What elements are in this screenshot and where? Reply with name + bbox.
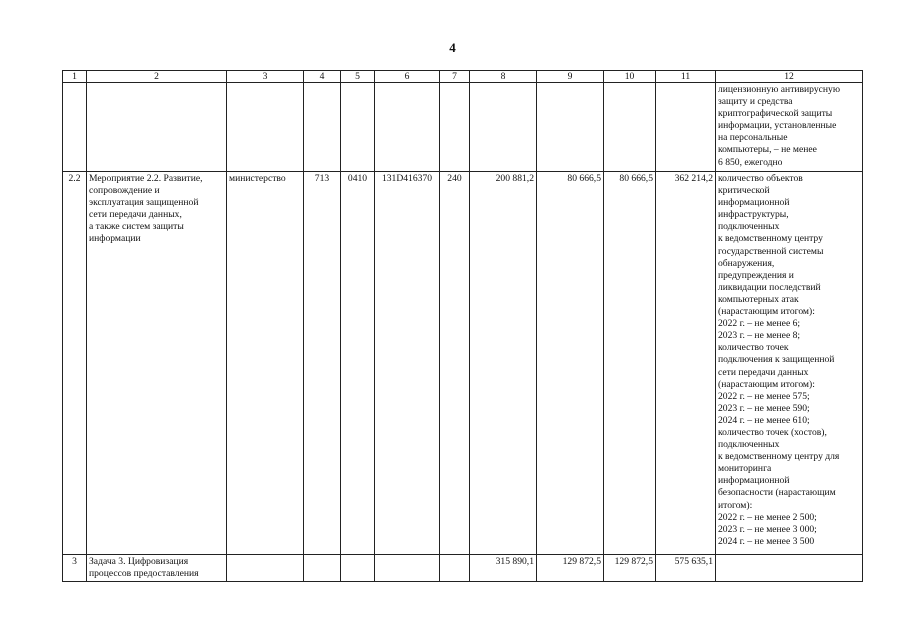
amount-cell: 315 890,1 (470, 555, 537, 582)
amount-cell (604, 83, 656, 172)
amount-cell: 129 872,5 (604, 555, 656, 582)
header-cell: 8 (470, 71, 537, 83)
indicator-cell: количество объектов критической информационной инфраструктуры, подключенных к ведомственному центру государственной системы обнаружения, предупреждения и ликвидации последствий компьютерных атак (нарастающим итогом): 2022 г. – не менее 6; 2023 г. – не менее 8; количество точек подключения к защищенной сети передачи данных (нарастающим итогом): 2022 г. – не менее 575; 2023 г. – не менее 590; 2024 г. – не менее 610; количество точек (хостов), подключенных к ведомственному центру для мониторинга информационной безопасности (нарастающим итогом): 2022 г. – не менее 2 500; 2023 г. – не менее 3 000; 2024 г. – не менее 3 500 (716, 172, 863, 555)
indicator-cell (716, 555, 863, 582)
amount-cell: 80 666,5 (604, 172, 656, 555)
header-cell: 10 (604, 71, 656, 83)
amount-cell: 362 214,2 (656, 172, 716, 555)
code-cell (440, 555, 470, 582)
amount-cell: 200 881,2 (470, 172, 537, 555)
code-cell (304, 555, 341, 582)
header-row (63, 71, 863, 83)
executor-cell (227, 555, 304, 582)
amount-cell (537, 83, 604, 172)
code-cell (341, 555, 375, 582)
table-row (63, 555, 863, 582)
header-cell: 5 (341, 71, 375, 83)
header-cell: 7 (440, 71, 470, 83)
executor-cell: министерство (227, 172, 304, 555)
code-cell: 240 (440, 172, 470, 555)
name-cell: Задача 3. Цифровизация процессов предоставления (87, 555, 227, 582)
code-cell (341, 83, 375, 172)
header-cell: 2 (87, 71, 227, 83)
header-cell: 4 (304, 71, 341, 83)
table-row (63, 172, 863, 555)
program-table (62, 70, 863, 582)
amount-cell (470, 83, 537, 172)
code-cell: 713 (304, 172, 341, 555)
table-row (63, 83, 863, 172)
row-number-cell: 3 (63, 555, 87, 582)
code-cell: 131D416370 (375, 172, 440, 555)
code-cell (440, 83, 470, 172)
row-number-cell (63, 83, 87, 172)
code-cell (375, 83, 440, 172)
header-cell: 12 (716, 71, 863, 83)
amount-cell: 129 872,5 (537, 555, 604, 582)
header-cell: 3 (227, 71, 304, 83)
code-cell: 0410 (341, 172, 375, 555)
executor-cell (227, 83, 304, 172)
amount-cell: 575 635,1 (656, 555, 716, 582)
amount-cell (656, 83, 716, 172)
name-cell: Мероприятие 2.2. Развитие, сопровождение и эксплуатация защищенной сети передачи данных, а также систем защиты информации (87, 172, 227, 555)
code-cell (304, 83, 341, 172)
header-cell: 1 (63, 71, 87, 83)
page-number: 4 (449, 40, 456, 55)
row-number-cell: 2.2 (63, 172, 87, 555)
amount-cell: 80 666,5 (537, 172, 604, 555)
header-cell: 9 (537, 71, 604, 83)
indicator-cell: лицензионную антивирусную защиту и средства криптографической защиты информации, установленные на персональные компьютеры, – не менее 6 850, ежегодно (716, 83, 863, 172)
name-cell (87, 83, 227, 172)
header-cell: 11 (656, 71, 716, 83)
header-cell: 6 (375, 71, 440, 83)
code-cell (375, 555, 440, 582)
